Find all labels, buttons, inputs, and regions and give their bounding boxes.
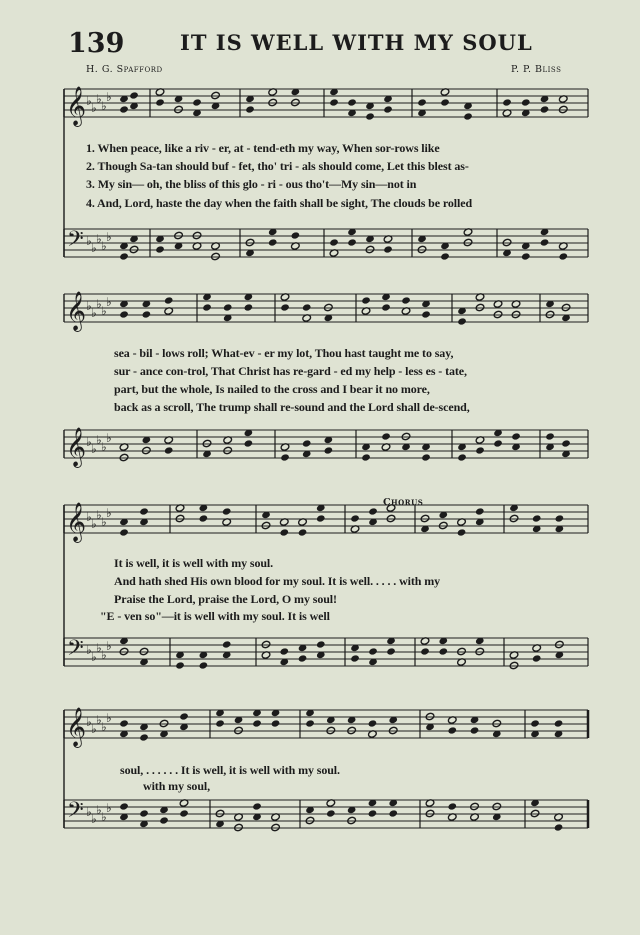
flat-sign-icon: ♭: [101, 239, 107, 253]
notehead: [558, 252, 568, 260]
notehead: [175, 661, 185, 669]
notehead: [252, 802, 262, 810]
notehead: [119, 252, 129, 260]
verse-4-line-2: back as a scroll, The trump shall re-sound and the Lord shall de-scend,: [114, 400, 470, 414]
notehead: [532, 514, 542, 522]
flat-sign-icon: ♭: [96, 641, 102, 655]
notehead: [381, 303, 391, 311]
verse-2-line-1: 2. Though Sa-tan should buf - fet, tho' tri - als should come, Let this blest as-: [86, 159, 469, 173]
notehead: [199, 514, 209, 522]
notehead: [119, 528, 129, 536]
notehead: [554, 719, 564, 727]
notehead: [139, 809, 149, 817]
hymn-number: 139: [68, 28, 125, 59]
flat-sign-icon: ♭: [86, 643, 92, 657]
notehead: [368, 647, 378, 655]
treble-clef-icon: 𝄞: [66, 427, 87, 467]
refrain-line-3: Praise the Lord, praise the Lord, O my soul!: [114, 592, 337, 606]
notehead: [365, 112, 375, 120]
refrain-line-4: "E - ven so"—it is well with my soul. It is well: [100, 609, 330, 623]
flat-sign-icon: ♭: [86, 234, 92, 248]
notehead: [381, 432, 391, 440]
notehead: [388, 809, 398, 817]
notehead: [298, 654, 308, 662]
flat-sign-icon: ♭: [96, 433, 102, 447]
flat-sign-icon: ♭: [96, 803, 102, 817]
flat-sign-icon: ♭: [91, 101, 97, 115]
notehead: [244, 303, 254, 311]
notehead: [540, 238, 550, 246]
verse-1-line-1: 1. When peace, like a riv - er, at - tend-eth my way, When sor-rows like: [86, 141, 440, 155]
notehead: [440, 98, 450, 106]
notehead: [347, 238, 357, 246]
verse-3-line-2: part, but the whole, Is nailed to the cross and I bear it no more,: [114, 382, 430, 396]
flat-sign-icon: ♭: [101, 720, 107, 734]
notehead: [164, 446, 174, 454]
notehead: [401, 296, 411, 304]
flat-sign-icon: ♭: [101, 99, 107, 113]
notehead: [279, 647, 289, 655]
notehead: [347, 98, 357, 106]
flat-sign-icon: ♭: [96, 713, 102, 727]
notehead: [368, 809, 378, 817]
notehead: [164, 296, 174, 304]
notehead: [280, 303, 290, 311]
flat-sign-icon: ♭: [96, 297, 102, 311]
notehead: [245, 105, 255, 113]
notehead: [383, 105, 393, 113]
notehead: [386, 647, 396, 655]
treble-clef-icon: 𝄞: [66, 291, 87, 331]
bass-clef-icon: 𝄢: [67, 798, 84, 828]
notehead: [305, 719, 315, 727]
treble-clef-icon: 𝄞: [66, 502, 87, 542]
flat-sign-icon: ♭: [106, 295, 112, 309]
notehead: [421, 310, 431, 318]
treble-clef-icon: 𝄞: [66, 86, 87, 126]
notehead: [291, 231, 301, 239]
notehead: [421, 453, 431, 461]
notehead: [540, 105, 550, 113]
flat-sign-icon: ♭: [86, 510, 92, 524]
flat-sign-icon: ♭: [106, 230, 112, 244]
notehead: [417, 98, 427, 106]
flat-sign-icon: ♭: [86, 299, 92, 313]
verse-3-line-1: 3. My sin— oh, the bliss of this glo - ri - ous tho't—My sin—not in: [86, 177, 417, 191]
notehead: [361, 453, 371, 461]
flat-sign-icon: ♭: [91, 241, 97, 255]
notehead: [271, 719, 281, 727]
notehead: [475, 446, 485, 454]
notehead: [192, 98, 202, 106]
flat-sign-icon: ♭: [91, 722, 97, 736]
flat-sign-icon: ♭: [86, 715, 92, 729]
notehead: [554, 823, 564, 831]
notehead: [298, 528, 308, 536]
final-line-bass: with my soul,: [143, 779, 211, 793]
chorus-label: Chorus: [383, 497, 424, 508]
treble-clef-icon: 𝄞: [66, 707, 87, 747]
flat-sign-icon: ♭: [106, 90, 112, 104]
notehead: [324, 446, 334, 454]
notehead: [511, 432, 521, 440]
notehead: [268, 238, 278, 246]
notehead: [244, 439, 254, 447]
verse-4-line-1: 4. And, Lord, haste the day when the faith shall be sight, The clouds be rolled: [86, 196, 473, 210]
notehead: [155, 245, 165, 253]
notehead: [155, 98, 165, 106]
flat-sign-icon: ♭: [91, 650, 97, 664]
flat-sign-icon: ♭: [96, 232, 102, 246]
notehead: [326, 809, 336, 817]
notehead: [475, 507, 485, 515]
notehead: [420, 647, 430, 655]
notehead: [119, 105, 129, 113]
notehead: [280, 453, 290, 461]
notehead: [438, 647, 448, 655]
hymn-title: IT IS WELL WITH MY SOUL: [180, 30, 533, 55]
notehead: [530, 719, 540, 727]
notehead: [179, 712, 189, 720]
flat-sign-icon: ♭: [106, 801, 112, 815]
flat-sign-icon: ♭: [101, 810, 107, 824]
flat-sign-icon: ♭: [106, 711, 112, 725]
flat-sign-icon: ♭: [96, 508, 102, 522]
notehead: [199, 661, 209, 669]
notehead: [119, 310, 129, 318]
notehead: [222, 640, 232, 648]
notehead: [368, 507, 378, 515]
notehead: [139, 733, 149, 741]
flat-sign-icon: ♭: [86, 435, 92, 449]
notehead: [368, 719, 378, 727]
flat-sign-icon: ♭: [106, 506, 112, 520]
notehead: [202, 303, 212, 311]
notehead: [561, 439, 571, 447]
notehead: [545, 432, 555, 440]
refrain-line-1: It is well, it is well with my soul.: [114, 556, 274, 570]
bass-clef-icon: 𝄢: [67, 636, 84, 666]
flat-sign-icon: ♭: [91, 306, 97, 320]
notehead: [223, 303, 233, 311]
notehead: [179, 809, 189, 817]
notehead: [447, 802, 457, 810]
notehead: [252, 719, 262, 727]
notehead: [279, 528, 289, 536]
flat-sign-icon: ♭: [86, 805, 92, 819]
notehead: [447, 726, 457, 734]
notehead: [457, 317, 467, 325]
flat-sign-icon: ♭: [101, 648, 107, 662]
flat-sign-icon: ♭: [96, 92, 102, 106]
verse-1-line-2: sea - bil - lows roll; What-ev - er my lot, Thou hast taught me to say,: [114, 346, 454, 360]
notehead: [521, 98, 531, 106]
flat-sign-icon: ♭: [106, 431, 112, 445]
flat-sign-icon: ♭: [101, 515, 107, 529]
flat-sign-icon: ♭: [101, 440, 107, 454]
notehead: [493, 439, 503, 447]
flat-sign-icon: ♭: [91, 517, 97, 531]
flat-sign-icon: ♭: [86, 94, 92, 108]
notehead: [119, 802, 129, 810]
notehead: [383, 245, 393, 253]
verse-2-line-2: sur - ance con-trol, That Christ has re-gard - ed my help - less es - tate,: [114, 364, 467, 378]
flat-sign-icon: ♭: [101, 304, 107, 318]
notehead: [129, 91, 139, 99]
notehead: [329, 238, 339, 246]
notehead: [555, 514, 565, 522]
notehead: [361, 296, 371, 304]
notehead: [350, 514, 360, 522]
notehead: [142, 310, 152, 318]
notehead: [440, 252, 450, 260]
notehead: [457, 453, 467, 461]
flat-sign-icon: ♭: [106, 639, 112, 653]
author-credit: H. G. Spafford: [86, 64, 163, 75]
notehead: [521, 252, 531, 260]
notehead: [222, 507, 232, 515]
notehead: [159, 816, 169, 824]
notehead: [463, 112, 473, 120]
notehead: [316, 640, 326, 648]
flat-sign-icon: ♭: [91, 442, 97, 456]
notehead: [302, 303, 312, 311]
notehead: [457, 528, 467, 536]
notehead: [470, 726, 480, 734]
notehead: [139, 507, 149, 515]
bass-clef-icon: 𝄢: [67, 227, 84, 257]
refrain-line-2: And hath shed His own blood for my soul. It is well. . . . . with my: [114, 574, 441, 588]
notehead: [502, 98, 512, 106]
notehead: [316, 514, 326, 522]
notehead: [302, 439, 312, 447]
final-line: soul, . . . . . . It is well, it is well with my soul.: [120, 763, 340, 777]
notehead: [329, 98, 339, 106]
composer-credit: P. P. Bliss: [511, 64, 562, 75]
notehead: [215, 719, 225, 727]
notehead: [532, 654, 542, 662]
notehead: [119, 719, 129, 727]
flat-sign-icon: ♭: [91, 812, 97, 826]
notehead: [350, 654, 360, 662]
